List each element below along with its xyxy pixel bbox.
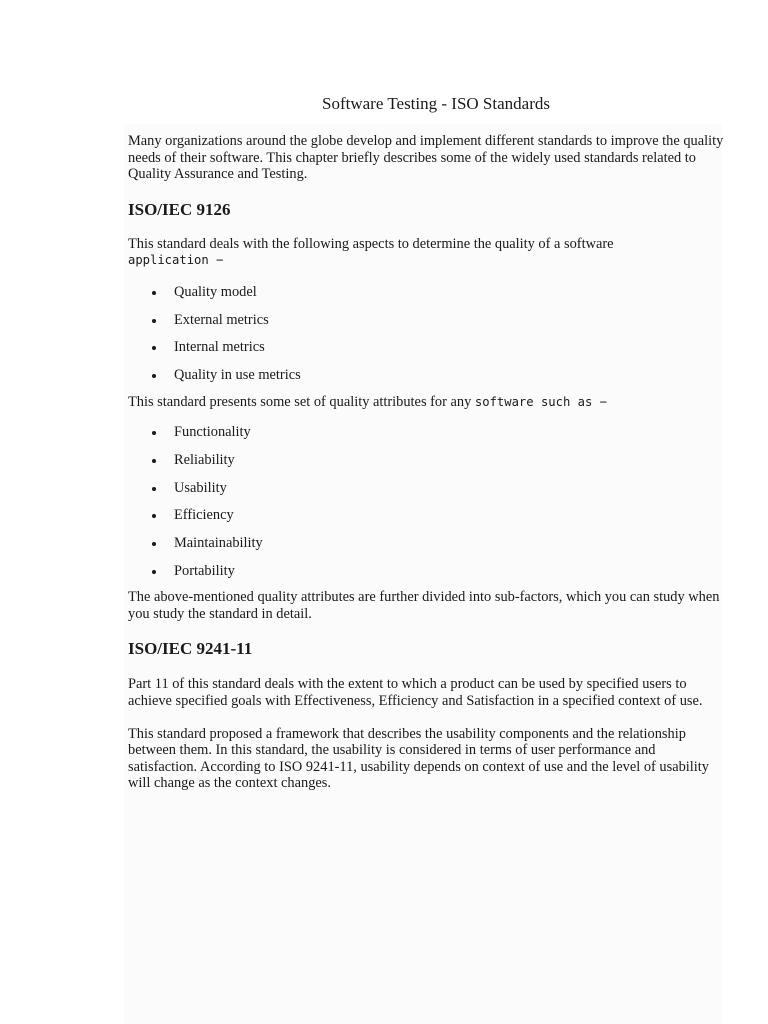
- list-item-label: Efficiency: [174, 507, 234, 524]
- document-body: [128, 93, 724, 792]
- attributes-list: [128, 424, 724, 579]
- bullet-icon: [152, 459, 156, 463]
- list-item-label: Reliability: [174, 451, 235, 468]
- list-item: [128, 312, 724, 329]
- closing-paragraph: The above-mentioned quality attributes are further divided into sub-factors, which you can study when you study the standard in detail.: [128, 589, 720, 622]
- list-item-label: Portability: [174, 562, 235, 579]
- aspects-intro-text: This standard deals with the following aspects to determine the quality of a software: [128, 235, 614, 252]
- list-item-label: Maintainability: [174, 534, 263, 551]
- list-item: [128, 452, 724, 469]
- bullet-icon: [152, 431, 156, 435]
- list-item: [128, 367, 724, 384]
- framework-paragraph: This standard proposed a framework that describes the usability components and the relationship between them. In this standard, the usability is considered in terms of user performance and satisfaction. According to ISO 9241-11, usability depends on context of use and the level of usability will change as the context changes.: [128, 725, 709, 792]
- list-item: [128, 339, 724, 356]
- list-item-label: External metrics: [174, 311, 269, 328]
- list-item-label: Usability: [174, 479, 227, 496]
- list-item: [128, 480, 724, 497]
- bullet-icon: [152, 570, 156, 574]
- aspects-intro-paragraph: [128, 236, 724, 269]
- list-item: [128, 284, 724, 301]
- page-title: Software Testing - ISO Standards: [322, 94, 550, 113]
- attributes-intro-paragraph: [128, 394, 724, 411]
- part11-paragraph: Part 11 of this standard deals with the extent to which a product can be used by specified users to achieve specified goals with Effectiveness, Efficiency and Satisfaction in a specified context of use.: [128, 676, 703, 710]
- list-item: [128, 424, 724, 441]
- bullet-icon: [152, 291, 156, 295]
- section-heading-iso-9241: ISO/IEC 9241-11: [128, 639, 253, 659]
- bullet-icon: [152, 487, 156, 491]
- attributes-intro-mono-text: software such as −: [474, 394, 607, 409]
- section-heading-iso-9126: ISO/IEC 9126: [128, 199, 231, 219]
- list-item-label: Quality model: [174, 283, 257, 300]
- bullet-icon: [152, 514, 156, 518]
- list-item-label: Quality in use metrics: [174, 367, 301, 384]
- list-item: [128, 507, 724, 524]
- aspects-intro-mono-text: application −: [128, 253, 224, 268]
- intro-paragraph: Many organizations around the globe develop and implement different standards to improve the quality needs of their software. This chapter briefly describes some of the widely used standards related to Quality Assurance and Testing.: [128, 133, 724, 183]
- list-item: [128, 535, 724, 552]
- list-item-label: Internal metrics: [174, 339, 265, 356]
- bullet-icon: [152, 319, 156, 323]
- list-item: [128, 563, 724, 580]
- bullet-icon: [152, 346, 156, 350]
- aspects-list: [128, 284, 724, 384]
- list-item-label: Functionality: [174, 424, 251, 441]
- bullet-icon: [152, 374, 156, 378]
- attributes-intro-text: This standard presents some set of quality attributes for any: [128, 393, 472, 410]
- bullet-icon: [152, 542, 156, 546]
